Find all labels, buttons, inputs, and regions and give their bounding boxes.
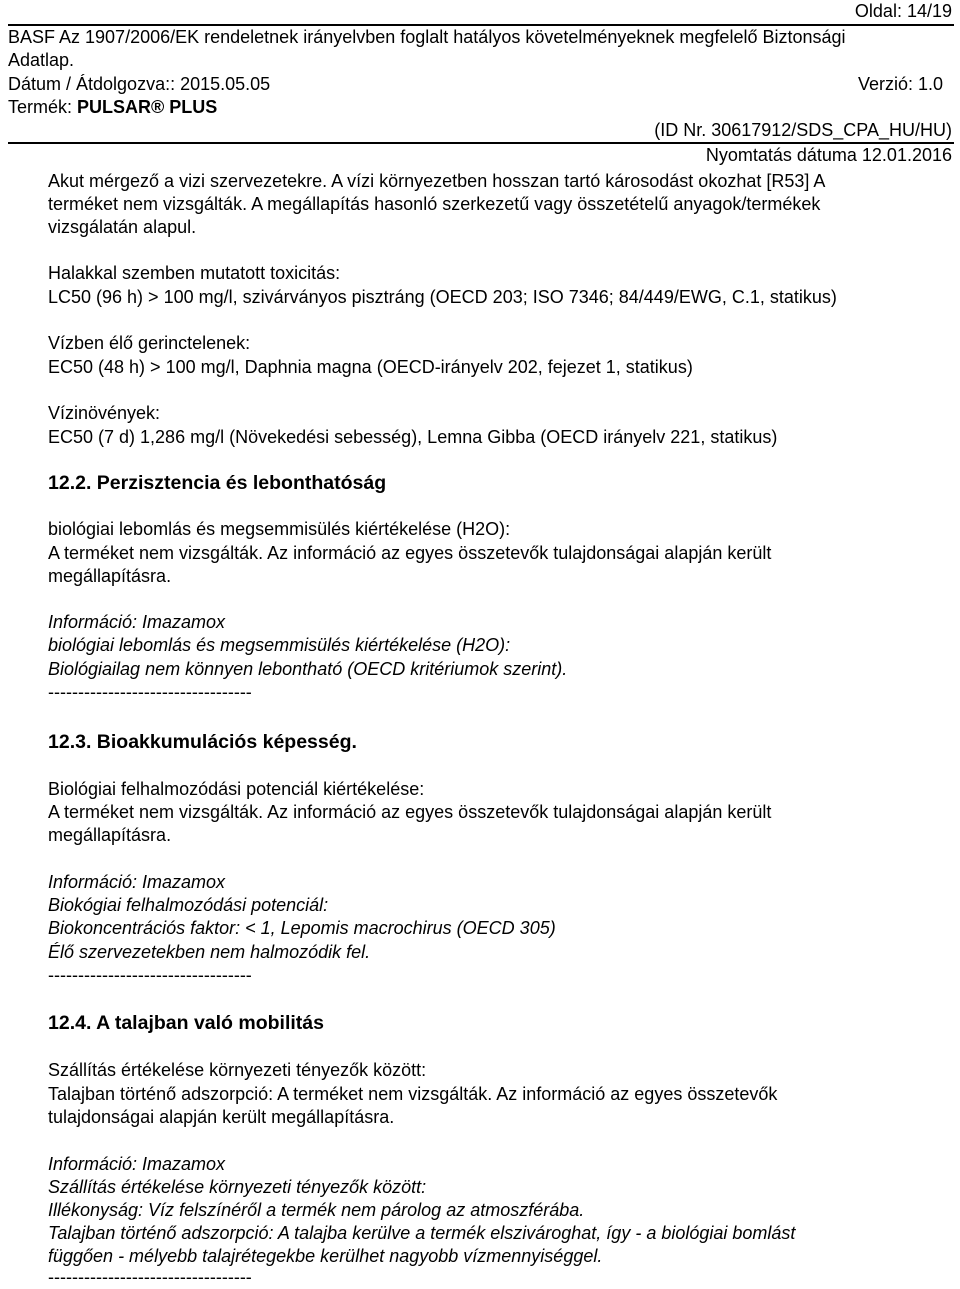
info-line: Talajban történő adszorpció: A talajba kerülve a termék elszivároghat, így - a biológiai bomlást xyxy=(48,1223,796,1243)
intro-line: vizsgálatán alapul. xyxy=(48,217,197,237)
info-line: Információ: Imazamox xyxy=(48,1154,226,1174)
fish-toxicity-value: LC50 (96 h) > 100 mg/l, szivárványos pisztráng (OECD 203; ISO 7346; 84/449/EWG, C.1, statikus) xyxy=(48,287,837,307)
section-12-4-title: 12.4. A talajban való mobilitás xyxy=(48,1012,324,1034)
product-prefix: Termék: xyxy=(8,97,78,117)
section-text: biológiai lebomlás és megsemmisülés kiértékelése (H2O): xyxy=(48,519,511,539)
fish-toxicity-label: Halakkal szemben mutatott toxicitás: xyxy=(48,263,341,283)
info-line: Információ: Imazamox xyxy=(48,612,226,632)
section-text: Talajban történő adszorpció: A terméket nem vizsgálták. Az információ az egyes összetevők xyxy=(48,1084,778,1104)
section-12-3-title: 12.3. Bioakkumulációs képesség. xyxy=(48,731,357,753)
info-line: függően - mélyebb talajrétegekbe kerülhet nagyobb vízmennyiséggel. xyxy=(48,1246,603,1266)
invertebrates-value: EC50 (48 h) > 100 mg/l, Daphnia magna (OECD-irányelv 202, fejezet 1, statikus) xyxy=(48,357,693,377)
separator: ---------------------------------- xyxy=(48,1267,252,1287)
intro-line: terméket nem vizsgálták. A megállapítás hasonló szerkezetű vagy összetételű anyagok/termékek xyxy=(48,194,821,214)
section-text: Szállítás értékelése környezeti tényezők között: xyxy=(48,1060,427,1080)
separator: ---------------------------------- xyxy=(48,682,252,702)
product-name: PULSAR® PLUS xyxy=(77,97,218,117)
section-text: A terméket nem vizsgálták. Az információ az egyes összetevők tulajdonságai alapján került xyxy=(48,802,772,822)
document-title-line1: BASF Az 1907/2006/EK rendeletnek irányelvben foglalt hatályos követelményeknek megfelelő Biztonsági xyxy=(8,27,846,47)
aquatic-plants-value: EC50 (7 d) 1,286 mg/l (Növekedési sebesség), Lemna Gibba (OECD irányelv 221, statikus) xyxy=(48,427,778,447)
section-text: megállapításra. xyxy=(48,825,172,845)
info-line: Illékonyság: Víz felszínéről a termék nem párolog az atmoszférába. xyxy=(48,1200,585,1220)
aquatic-plants-label: Vízinövények: xyxy=(48,403,161,423)
section-12-2-title: 12.2. Perzisztencia és lebonthatóság xyxy=(48,472,387,494)
section-text: Biológiai felhalmozódási potenciál kiértékelése: xyxy=(48,779,425,799)
info-line: Élő szervezetekben nem halmozódik fel. xyxy=(48,942,371,962)
invertebrates-label: Vízben élő gerinctelenek: xyxy=(48,333,251,353)
document-title-line2: Adatlap. xyxy=(8,50,75,70)
revision-date: Dátum / Átdolgozva:: 2015.05.05 xyxy=(8,74,271,94)
info-line: Szállítás értékelése környezeti tényezők között: xyxy=(48,1177,427,1197)
version: Verzió: 1.0 xyxy=(858,74,944,94)
section-text: A terméket nem vizsgálták. Az információ az egyes összetevők tulajdonságai alapján került xyxy=(48,543,772,563)
info-line: Biokoncentrációs faktor: < 1, Lepomis macrochirus (OECD 305) xyxy=(48,918,556,938)
section-text: megállapításra. xyxy=(48,566,172,586)
page-number: Oldal: 14/19 xyxy=(854,1,952,21)
id-number: (ID Nr. 30617912/SDS_CPA_HU/HU) xyxy=(654,120,952,140)
print-date: Nyomtatás dátuma 12.01.2016 xyxy=(705,145,952,165)
info-line: biológiai lebomlás és megsemmisülés kiértékelése (H2O): xyxy=(48,635,511,655)
product-line xyxy=(8,96,217,119)
info-line: Információ: Imazamox xyxy=(48,872,226,892)
intro-line: Akut mérgező a vizi szervezetekre. A vízi környezetben hosszan tartó károsodást okozhat [R53] A xyxy=(48,171,826,191)
info-line: Biológiailag nem könnyen lebontható (OECD kritériumok szerint). xyxy=(48,659,568,679)
info-line: Biokógiai felhalmozódási potenciál: xyxy=(48,895,329,915)
section-text: tulajdonságai alapján került megállapításra. xyxy=(48,1107,395,1127)
separator: ---------------------------------- xyxy=(48,965,252,985)
